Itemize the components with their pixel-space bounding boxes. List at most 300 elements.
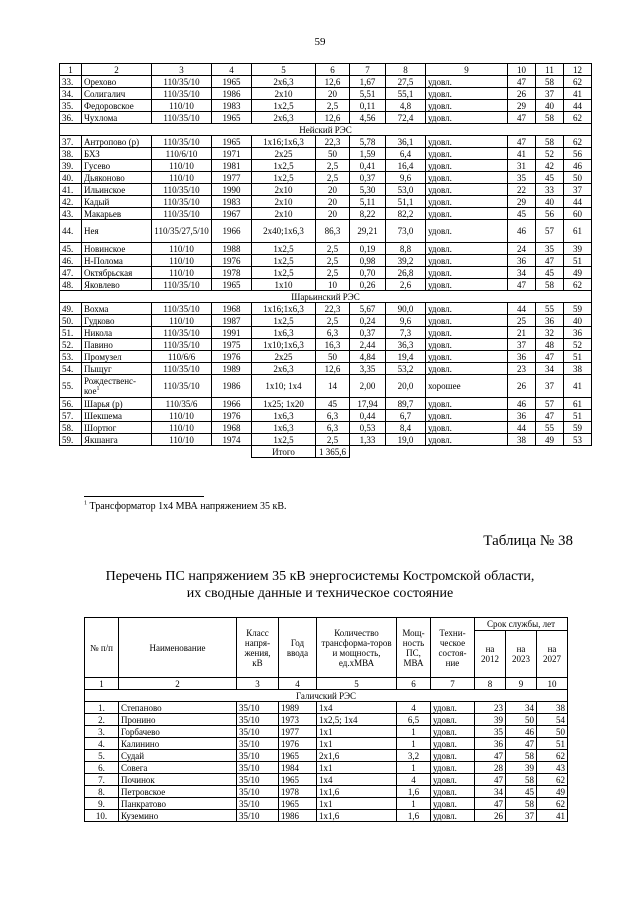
column-number: 10 — [508, 64, 536, 76]
table-row — [85, 810, 568, 822]
table-cell: Судай — [119, 750, 237, 762]
table-cell: 38 — [508, 434, 536, 446]
table-cell: 2х6,3 — [252, 76, 316, 88]
table-cell: 35/10 — [237, 774, 279, 786]
table-cell: 59. — [60, 434, 82, 446]
table-cell: 10. — [85, 810, 119, 822]
table-title-line-2: их сводные данные и техническое состояние — [186, 586, 454, 601]
table-cell: 40 — [564, 315, 592, 327]
table-cell: 1965 — [279, 750, 317, 762]
table-row — [60, 112, 592, 124]
table-cell: 62 — [564, 279, 592, 291]
table-cell: 57 — [536, 220, 564, 243]
table-cell: 110/10 — [152, 267, 212, 279]
table-cell: удовл. — [426, 160, 508, 172]
table-cell: 1990 — [212, 184, 252, 196]
table-cell: 8,4 — [386, 422, 426, 434]
table-cell: 36 — [564, 327, 592, 339]
table-cell: Дьяконово — [82, 172, 152, 184]
table-cell: 36 — [536, 315, 564, 327]
head-2023: на 2023 — [506, 631, 537, 678]
table-number: Таблица № 38 — [483, 533, 573, 549]
table-cell: 22,3 — [316, 136, 350, 148]
table-cell: 38 — [537, 702, 568, 714]
table-cell: 58 — [506, 798, 537, 810]
table-cell: удовл. — [426, 184, 508, 196]
table-cell: удовл. — [426, 148, 508, 160]
table-cell: 62 — [564, 112, 592, 124]
table-cell: 35 — [475, 726, 506, 738]
table-cell: 20,0 — [386, 375, 426, 398]
table-cell: 4,8 — [386, 100, 426, 112]
table-cell: 5,11 — [350, 196, 386, 208]
page-number: 59 — [314, 36, 326, 48]
group-title: Шарьинский РЭС — [60, 291, 592, 303]
table-cell: Шарья (р) — [82, 398, 152, 410]
table-cell: 1х1 — [317, 738, 397, 750]
table-cell: 26 — [475, 810, 506, 822]
table-cell: 1х6,3 — [252, 422, 316, 434]
table-cell: Промузел — [82, 351, 152, 363]
table-cell: 1967 — [212, 208, 252, 220]
table-cell: 1976 — [212, 410, 252, 422]
table-cell: Никола — [82, 327, 152, 339]
table-cell: 3,2 — [397, 750, 431, 762]
table-cell: 39,2 — [386, 255, 426, 267]
table-cell: 110/6/6 — [152, 351, 212, 363]
table-cell: 110/10 — [152, 255, 212, 267]
table-cell: БХЗ — [82, 148, 152, 160]
column-number-row — [60, 64, 592, 76]
table-cell: 2х10 — [252, 208, 316, 220]
table-cell: 6,3 — [316, 422, 350, 434]
table-cell: 110/35/10 — [152, 136, 212, 148]
table-cell: 40 — [536, 100, 564, 112]
table-cell: 1965 — [212, 112, 252, 124]
table-cell: 45 — [506, 786, 537, 798]
table-cell: 29,21 — [350, 220, 386, 243]
table-cell: 2. — [85, 714, 119, 726]
column-number: 3 — [152, 64, 212, 76]
table-cell: 27,5 — [386, 76, 426, 88]
table-row — [85, 786, 568, 798]
table-cell: 46. — [60, 255, 82, 267]
table-cell: удовл. — [431, 750, 475, 762]
table-row — [85, 762, 568, 774]
table-cell: Шортюг — [82, 422, 152, 434]
table-cell: 36 — [508, 351, 536, 363]
total-label: Итого — [252, 446, 316, 458]
table-cell: 1965 — [279, 774, 317, 786]
table-cell: 36 — [508, 410, 536, 422]
footnote-divider — [84, 496, 204, 497]
table-cell: Горбачево — [119, 726, 237, 738]
table-cell: удовл. — [426, 351, 508, 363]
table-cell: 50 — [564, 172, 592, 184]
table-cell: 1965 — [212, 279, 252, 291]
table-cell: Октябрьская — [82, 267, 152, 279]
empty-cell — [350, 446, 386, 458]
table-cell: 47 — [508, 136, 536, 148]
table-cell: 1989 — [212, 363, 252, 375]
table-cell: 41. — [60, 184, 82, 196]
table-cell: 1,6 — [397, 786, 431, 798]
table-cell: 40 — [536, 196, 564, 208]
table-cell: 48 — [536, 339, 564, 351]
table-cell: 47 — [475, 798, 506, 810]
table-row — [60, 196, 592, 208]
table-cell: 49 — [564, 267, 592, 279]
table-row — [60, 267, 592, 279]
table-cell: 89,7 — [386, 398, 426, 410]
table-cell: 37 — [508, 339, 536, 351]
table-cell: 1991 — [212, 327, 252, 339]
table-cell: 4,84 — [350, 351, 386, 363]
table-cell: 1986 — [212, 375, 252, 398]
table-cell: 2,44 — [350, 339, 386, 351]
table-cell: 35/10 — [237, 702, 279, 714]
table-cell: 58 — [536, 279, 564, 291]
table-cell: 22 — [508, 184, 536, 196]
substations-35kv-table — [84, 617, 568, 822]
table-row — [85, 750, 568, 762]
table-cell: 0,44 — [350, 410, 386, 422]
table-cell: 45. — [60, 243, 82, 255]
table-cell: 110/35/10 — [152, 279, 212, 291]
total-value: 1 365,6 — [316, 446, 350, 458]
table-row — [60, 184, 592, 196]
table-cell: 36 — [508, 255, 536, 267]
table-cell: 44 — [508, 422, 536, 434]
table-cell: удовл. — [431, 798, 475, 810]
table-cell: 62 — [537, 798, 568, 810]
table-cell: 110/10 — [152, 100, 212, 112]
table-cell: 36. — [60, 112, 82, 124]
table-row — [60, 148, 592, 160]
table-cell: 8,22 — [350, 208, 386, 220]
table-cell: 46 — [508, 220, 536, 243]
table-cell: 22,3 — [316, 303, 350, 315]
table-cell: 2,5 — [316, 100, 350, 112]
table-cell: 1966 — [212, 220, 252, 243]
table-cell: 35/10 — [237, 750, 279, 762]
table-cell: 3. — [85, 726, 119, 738]
table-cell: 51 — [564, 351, 592, 363]
table-cell: 110/35/27,5/10 — [152, 220, 212, 243]
column-number: 6 — [316, 64, 350, 76]
table-cell: удовл. — [431, 738, 475, 750]
table-cell: 6,3 — [316, 410, 350, 422]
table-cell: удовл. — [426, 279, 508, 291]
table-cell: 47 — [536, 351, 564, 363]
table-cell: 58 — [536, 112, 564, 124]
table-cell: 2х25 — [252, 351, 316, 363]
table-cell: 21 — [508, 327, 536, 339]
table-cell: 20 — [316, 88, 350, 100]
head-2027: на 2027 — [537, 631, 568, 678]
table-cell: 1976 — [212, 351, 252, 363]
column-number: 5 — [317, 678, 397, 690]
table-cell: 0,26 — [350, 279, 386, 291]
table-cell: 110/10 — [152, 243, 212, 255]
table-cell: 82,2 — [386, 208, 426, 220]
table-cell: 1974 — [212, 434, 252, 446]
empty-cell — [508, 446, 536, 458]
column-number: 2 — [119, 678, 237, 690]
table-cell: 25 — [508, 315, 536, 327]
table-cell: 0,11 — [350, 100, 386, 112]
table-cell: 110/35/10 — [152, 196, 212, 208]
table-cell: 37 — [564, 184, 592, 196]
table-row — [60, 220, 592, 243]
table-cell: 1х1,6 — [317, 786, 397, 798]
table-row — [85, 738, 568, 750]
table-row — [60, 327, 592, 339]
table-cell: удовл. — [426, 255, 508, 267]
table-cell: 1х16;1х6,3 — [252, 303, 316, 315]
table-cell: 1х2,5 — [252, 243, 316, 255]
column-number: 7 — [350, 64, 386, 76]
table-cell: 47 — [508, 279, 536, 291]
table-cell: 0,37 — [350, 172, 386, 184]
table-cell: 1976 — [212, 255, 252, 267]
column-number: 12 — [564, 64, 592, 76]
table-cell: 1966 — [212, 398, 252, 410]
table-cell: 52 — [536, 148, 564, 160]
table-cell: 2х6,3 — [252, 363, 316, 375]
column-number: 5 — [252, 64, 316, 76]
table-cell: 55 — [536, 422, 564, 434]
table-row — [60, 303, 592, 315]
table-cell: Совега — [119, 762, 237, 774]
table-cell: 19,4 — [386, 351, 426, 363]
head-state: Техни-ческое состоя-ние — [431, 618, 475, 678]
table-cell: 47 — [536, 410, 564, 422]
table-cell: 0,41 — [350, 160, 386, 172]
table-row — [60, 136, 592, 148]
table-cell: 50 — [316, 351, 350, 363]
table-cell: 2,5 — [316, 160, 350, 172]
table-cell: 1х25; 1х20 — [252, 398, 316, 410]
table-cell: 5,67 — [350, 303, 386, 315]
table-cell: 8. — [85, 786, 119, 798]
table-cell: 12,6 — [316, 112, 350, 124]
table-cell: 110/35/10 — [152, 303, 212, 315]
table-cell: 40. — [60, 172, 82, 184]
table-cell: Кадый — [82, 196, 152, 208]
table-cell: 2х40;1х6,3 — [252, 220, 316, 243]
table-cell: 41 — [508, 148, 536, 160]
table-cell: 9,6 — [386, 315, 426, 327]
table-cell: удовл. — [426, 196, 508, 208]
table-cell: 62 — [564, 136, 592, 148]
table-cell: 2,6 — [386, 279, 426, 291]
table-cell: Павино — [82, 339, 152, 351]
table-cell: 1,6 — [397, 810, 431, 822]
table-cell: 41 — [564, 375, 592, 398]
column-number: 9 — [426, 64, 508, 76]
table-cell: Шекшема — [82, 410, 152, 422]
table-cell: Калинино — [119, 738, 237, 750]
empty-cell — [60, 446, 82, 458]
table-cell: 16,4 — [386, 160, 426, 172]
table-cell: 49. — [60, 303, 82, 315]
table-cell: 1х4 — [317, 702, 397, 714]
table-cell: 42. — [60, 196, 82, 208]
table-cell: 45 — [536, 172, 564, 184]
table-cell: Н-Полома — [82, 255, 152, 267]
table-cell: удовл. — [431, 702, 475, 714]
table-cell: 1х6,3 — [252, 327, 316, 339]
table-cell: 35 — [508, 172, 536, 184]
head-name: Наименование — [119, 618, 237, 678]
table-cell: 2,5 — [316, 243, 350, 255]
table-cell: 35/10 — [237, 762, 279, 774]
table-cell: 49 — [536, 434, 564, 446]
table-cell: 4 — [397, 702, 431, 714]
table-cell: 35/10 — [237, 738, 279, 750]
table-cell: 42 — [536, 160, 564, 172]
table-cell: 1983 — [212, 196, 252, 208]
table-cell: 90,0 — [386, 303, 426, 315]
table-cell: 37 — [536, 375, 564, 398]
table-cell: 39. — [60, 160, 82, 172]
table-cell: 20 — [316, 184, 350, 196]
empty-cell — [386, 446, 426, 458]
table-cell: 34 — [506, 702, 537, 714]
table-cell: 53,0 — [386, 184, 426, 196]
table-cell: 1х2,5 — [252, 255, 316, 267]
table-cell: удовл. — [426, 220, 508, 243]
table-cell: 29 — [508, 100, 536, 112]
table-cell: 1981 — [212, 160, 252, 172]
table-cell: 1978 — [212, 267, 252, 279]
table-cell: 34 — [475, 786, 506, 798]
table-cell: удовл. — [426, 208, 508, 220]
table-cell: 1988 — [212, 243, 252, 255]
table-row — [60, 315, 592, 327]
head-life: Срок службы, лет — [475, 618, 568, 631]
table-cell: 110/10 — [152, 434, 212, 446]
empty-cell — [212, 446, 252, 458]
head-num: № п/п — [85, 618, 119, 678]
head-power: Мощ-ность ПС, МВА — [397, 618, 431, 678]
table-cell: удовл. — [426, 88, 508, 100]
table-cell: 110/10 — [152, 410, 212, 422]
table-cell: 39 — [564, 243, 592, 255]
table-cell: удовл. — [426, 410, 508, 422]
table-cell: удовл. — [426, 303, 508, 315]
table-cell: 54 — [537, 714, 568, 726]
table-cell: удовл. — [426, 112, 508, 124]
table-cell: 41 — [537, 810, 568, 822]
table-cell: удовл. — [431, 726, 475, 738]
table-cell: 54. — [60, 363, 82, 375]
table-cell: 51,1 — [386, 196, 426, 208]
table-row — [60, 243, 592, 255]
table-row — [85, 702, 568, 714]
table-cell: 1х6,3 — [252, 410, 316, 422]
table-cell: 110/10 — [152, 422, 212, 434]
table-row — [60, 351, 592, 363]
table-cell: 9. — [85, 798, 119, 810]
table-cell: 6,3 — [316, 327, 350, 339]
table-cell: 2х6,3 — [252, 112, 316, 124]
table-cell: 2х10 — [252, 88, 316, 100]
table-cell: Федоровское — [82, 100, 152, 112]
head-year: Год ввода — [279, 618, 317, 678]
table-cell: 60 — [564, 208, 592, 220]
table-cell: 7. — [85, 774, 119, 786]
table-cell: 39 — [475, 714, 506, 726]
table-cell: 1,67 — [350, 76, 386, 88]
table-cell: 1х10 — [252, 279, 316, 291]
table-row — [60, 422, 592, 434]
table-cell: 1х1,6 — [317, 810, 397, 822]
table-row — [60, 279, 592, 291]
table-cell: 110/10 — [152, 315, 212, 327]
table-cell: удовл. — [431, 810, 475, 822]
table-cell: 23 — [475, 702, 506, 714]
table-cell: 5,30 — [350, 184, 386, 196]
group-title: Нейский РЭС — [60, 124, 592, 136]
table-cell: 4 — [397, 774, 431, 786]
table-cell: 2х10 — [252, 184, 316, 196]
table-cell: 58 — [506, 774, 537, 786]
table-cell: 20 — [316, 196, 350, 208]
column-number: 6 — [397, 678, 431, 690]
table-cell: 72,4 — [386, 112, 426, 124]
table-cell: 39 — [506, 762, 537, 774]
substations-110kv-table — [59, 63, 592, 458]
table-cell: 55,1 — [386, 88, 426, 100]
table-cell: 53. — [60, 351, 82, 363]
table-cell: 50 — [506, 714, 537, 726]
table-cell: 43. — [60, 208, 82, 220]
column-number: 8 — [386, 64, 426, 76]
table-cell: удовл. — [426, 267, 508, 279]
empty-cell — [536, 446, 564, 458]
table-cell: Чухлома — [82, 112, 152, 124]
column-number: 1 — [85, 678, 119, 690]
table-cell: 51 — [564, 410, 592, 422]
table-title-line-1: Перечень ПС напряжением 35 кВ энергосистемы Костромской области, — [105, 569, 535, 584]
table-row — [60, 172, 592, 184]
table-cell: 56 — [536, 208, 564, 220]
table-cell: 47 — [475, 750, 506, 762]
table-cell: 6,4 — [386, 148, 426, 160]
table-cell: Степаново — [119, 702, 237, 714]
table-cell: 36,1 — [386, 136, 426, 148]
table-cell: Макарьев — [82, 208, 152, 220]
table-cell: 45 — [316, 398, 350, 410]
table-cell: удовл. — [426, 100, 508, 112]
table-cell: 1 — [397, 762, 431, 774]
table-cell: 61 — [564, 220, 592, 243]
table-row — [60, 398, 592, 410]
table-cell: 10 — [316, 279, 350, 291]
table-cell: 110/35/10 — [152, 184, 212, 196]
table-row — [60, 100, 592, 112]
table-cell: 1986 — [279, 810, 317, 822]
table-cell: 0,37 — [350, 327, 386, 339]
column-number: 4 — [279, 678, 317, 690]
table-cell: 1х2,5 — [252, 160, 316, 172]
table-cell: 49 — [537, 786, 568, 798]
column-number: 8 — [475, 678, 506, 690]
table-cell: 38. — [60, 148, 82, 160]
table-cell: 7,3 — [386, 327, 426, 339]
